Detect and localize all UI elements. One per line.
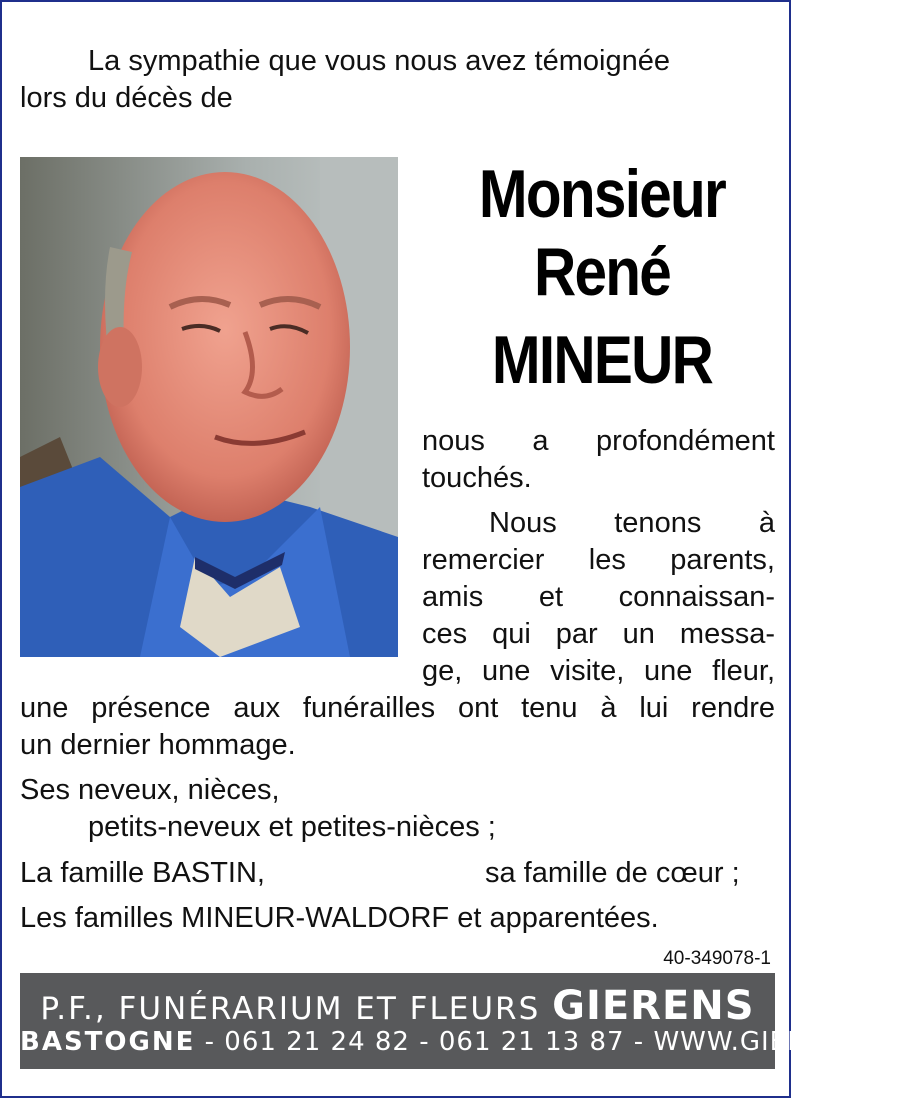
message-line-3: Nous tenons à <box>489 507 775 539</box>
family-grand-nephews: petits-neveux et petites-nièces ; <box>88 811 496 843</box>
family-heart: sa famille de cœur ; <box>485 857 740 889</box>
intro-line-1: La sympathie que vous nous avez témoignée <box>88 45 670 77</box>
message-line-1: nous a profondément <box>422 425 775 457</box>
reference-number: 40-349078-1 <box>663 948 771 969</box>
family-nephews: Ses neveux, nièces, <box>20 774 280 806</box>
message-line-9: un dernier hommage. <box>20 729 296 761</box>
message-line-5: amis et connaissan- <box>422 581 775 613</box>
funeral-home-city: BASTOGNE <box>20 1027 196 1057</box>
deceased-first-name: René <box>533 234 671 310</box>
intro-line-2: lors du décès de <box>20 82 233 114</box>
message-line-4: remercier les parents, <box>422 544 775 576</box>
deceased-title: Monsieur <box>478 156 726 232</box>
funeral-home-contact-line <box>20 1027 907 1057</box>
deceased-last-name: MINEUR <box>491 322 713 398</box>
message-line-2: touchés. <box>422 462 532 494</box>
family-bastin: La famille BASTIN, <box>20 857 265 889</box>
family-mineur-waldorf: Les familles MINEUR-WALDORF et apparentées. <box>20 902 659 934</box>
funeral-home-brand: GIERENS <box>552 983 755 1029</box>
message-line-7: ge, une visite, une fleur, <box>422 655 775 687</box>
message-line-8: une présence aux funérailles ont tenu à lui rendre <box>20 692 775 724</box>
funeral-home-banner <box>20 973 907 1069</box>
portrait-photo-icon <box>20 157 398 657</box>
funeral-home-name-line <box>20 983 775 1029</box>
message-line-6: ces qui par un messa- <box>422 618 775 650</box>
funeral-home-contacts: - 061 21 24 82 - 061 21 13 87 - WWW.GIERENS.BE <box>204 1027 907 1057</box>
funeral-home-prefix: P.F., FUNÉRARIUM ET FLEURS <box>40 991 541 1027</box>
